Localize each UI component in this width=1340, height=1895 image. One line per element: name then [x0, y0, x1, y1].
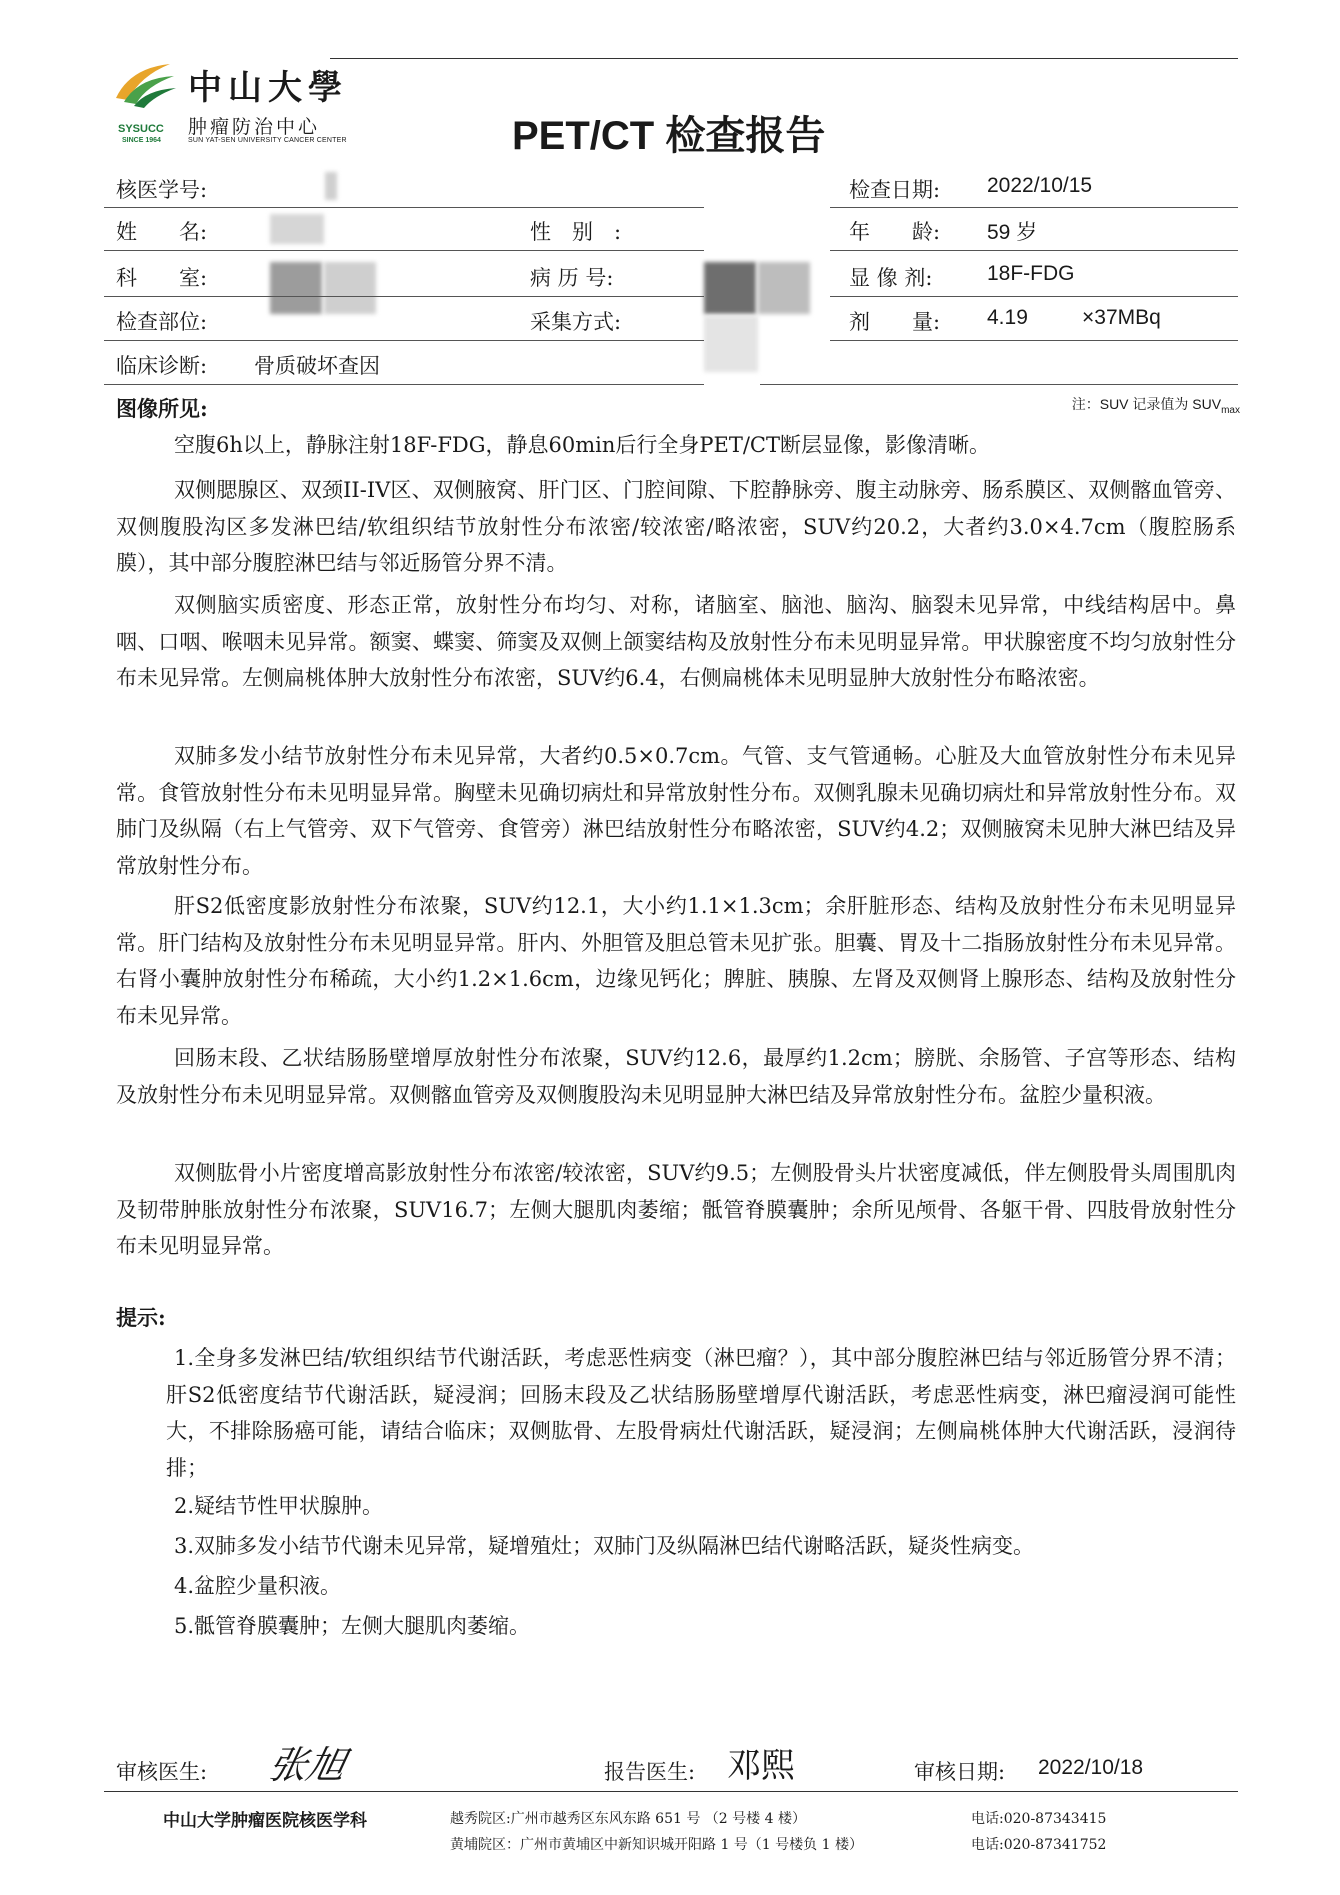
- logo-title: 中山大學: [188, 68, 348, 108]
- diagnosis-value: 骨质破坏查因: [254, 354, 380, 378]
- tracer-value: 18F-FDG: [987, 262, 1075, 285]
- findings-heading: 图像所见:: [116, 396, 208, 421]
- conclusion-item: 4.盆腔少量积液。: [174, 1574, 342, 1598]
- tracer-label: 显 像 剂:: [849, 266, 933, 290]
- review-date-value: 2022/10/18: [1038, 1756, 1144, 1779]
- finding-paragraph: 回肠末段、乙状结肠肠壁增厚放射性分布浓聚，SUV约12.6，最厚约1.2cm；膀胱、余肠管、子宫等形态、结构及放射性分布未见明显异常。双侧髂血管旁及双侧腹股沟未见明显肿大淋巴结及异常放射性分布。盆腔少量积液。: [116, 1046, 1236, 1107]
- conclusion-item: 3.双肺多发小结节代谢未见异常，疑增殖灶；双肺门及纵隔淋巴结代谢略活跃，疑炎性病变。: [174, 1534, 1035, 1558]
- nuclear-id-label: 核医学号:: [116, 178, 208, 202]
- age-value: 59 岁: [987, 221, 1038, 244]
- row-rule-1b: [830, 207, 1238, 208]
- logo-english: SUN YAT-SEN UNIVERSITY CANCER CENTER: [188, 137, 347, 144]
- footer-address-1: 越秀院区:广州市越秀区东风东路 651 号 （2 号楼 4 楼）: [450, 1811, 806, 1827]
- row-rule-5b: [760, 384, 1238, 385]
- dose-value: 4.19: [987, 306, 1028, 329]
- reporter-signature: 邓熙: [727, 1746, 795, 1786]
- footer-address-2: 黄埔院区：广州市黄埔区中新知识城开阳路 1 号（1 号楼负 1 楼）: [450, 1837, 863, 1853]
- finding-paragraph: 双侧脑实质密度、形态正常，放射性分布均匀、对称，诸脑室、脑池、脑沟、脑裂未见异常，中线结构居中。鼻咽、口咽、喉咽未见异常。额窦、蝶窦、筛窦及双侧上颌窦结构及放射性分布未见明显异常。甲状腺密度不均匀放射性分布未见异常。左侧扁桃体肿大放射性分布浓密，SUV约6.4，右侧扁桃体未见明显肿大放射性分布略浓密。: [116, 593, 1236, 690]
- sex-label: 性 别 :: [530, 220, 622, 244]
- finding-paragraph: 空腹6h以上，静脉注射18F-FDG，静息60min后行全身PET/CT断层显像，影像清晰。: [174, 433, 991, 457]
- footer-rule: [104, 1791, 1238, 1792]
- reporter-label: 报告医生:: [604, 1760, 696, 1784]
- record-redacted-b: [758, 262, 810, 314]
- logo-since: SINCE 1964: [122, 137, 161, 144]
- record-redacted-a: [704, 262, 756, 314]
- dose-label: 剂 量:: [849, 310, 941, 334]
- conclusion-item: 1.全身多发淋巴结/软组织结节代谢活跃，考虑恶性病变（淋巴瘤？），其中部分腹腔淋巴结与邻近肠管分界不清；肝S2低密度结节代谢活跃，疑浸润；回肠末段及乙状结肠肠壁增厚代谢活跃，考虑恶性病变，淋巴瘤浸润可能性大，不排除肠癌可能，请结合临床；双侧肱骨、左股骨病灶代谢活跃，疑浸润；左侧扁桃体肿大代谢活跃，浸润待排；: [166, 1346, 1236, 1480]
- row-rule-1a: [104, 207, 704, 208]
- dept-redacted-a: [270, 262, 322, 314]
- footer-phone-2: 电话:020-87341752: [971, 1837, 1107, 1853]
- collect-label: 采集方式:: [530, 310, 622, 334]
- diagnosis-label: 临床诊断:: [116, 354, 208, 378]
- row-rule-3a: [104, 296, 704, 297]
- conclusion-item: 5.骶管脊膜囊肿；左侧大腿肌肉萎缩。: [174, 1614, 531, 1638]
- site-label: 检查部位:: [116, 310, 208, 334]
- logo-abbr: SYSUCC: [118, 123, 164, 135]
- dept-redacted-b: [324, 262, 376, 314]
- suv-note: 注：SUV 记录值为 $SUV_{max}$: [1071, 396, 1240, 416]
- review-date-label: 审核日期:: [914, 1760, 1006, 1784]
- row-rule-2b: [830, 250, 1238, 251]
- exam-date-label: 检查日期:: [849, 178, 941, 202]
- row-rule-3b: [830, 296, 1238, 297]
- row-rule-2a: [104, 250, 704, 251]
- collect-redacted: [704, 316, 758, 372]
- row-rule-4a: [104, 340, 704, 341]
- reviewer-signature: 张旭: [264, 1743, 350, 1787]
- dose-unit: ×37MBq: [1082, 306, 1161, 329]
- conclusion-item: 2.疑结节性甲状腺肿。: [174, 1494, 384, 1518]
- dept-label: 科 室:: [116, 266, 208, 290]
- logo-icon: [110, 58, 178, 110]
- nuclear-id-redacted: [325, 172, 337, 200]
- name-label: 姓 名:: [116, 220, 208, 244]
- finding-paragraph: 肝S2低密度影放射性分布浓聚，SUV约12.1，大小约1.1×1.3cm；余肝脏形态、结构及放射性分布未见明显异常。肝门结构及放射性分布未见明显异常。肝内、外胆管及胆总管未见扩张。胆囊、胃及十二指肠放射性分布未见异常。右肾小囊肿放射性分布稀疏，大小约1.2×1.6cm，边缘见钙化；脾脏、胰腺、左肾及双侧肾上腺形态、结构及放射性分布未见异常。: [116, 894, 1236, 1028]
- row-rule-4b: [830, 340, 1238, 341]
- conclusion-heading: 提示:: [116, 1305, 166, 1330]
- record-label: 病 历 号:: [530, 266, 614, 290]
- footer-phone-1: 电话:020-87343415: [971, 1811, 1107, 1827]
- age-label: 年 龄:: [849, 220, 941, 244]
- footer-org: 中山大学肿瘤医院核医学科: [163, 1811, 367, 1831]
- exam-date-value: 2022/10/15: [987, 174, 1093, 197]
- finding-paragraph: 双侧肱骨小片密度增高影放射性分布浓密/较浓密，SUV约9.5；左侧股骨头片状密度减低，伴左侧股骨头周围肌肉及韧带肿胀放射性分布浓聚，SUV16.7；左侧大腿肌肉萎缩；骶管脊膜囊肿；余所见颅骨、各躯干骨、四肢骨放射性分布未见明显异常。: [116, 1161, 1236, 1258]
- reviewer-label: 审核医生:: [116, 1760, 208, 1784]
- name-redacted: [270, 214, 324, 244]
- logo-subtitle: 肿瘤防治中心: [188, 116, 321, 138]
- finding-paragraph: 双侧腮腺区、双颈II-IV区、双侧腋窝、肝门区、门腔间隙、下腔静脉旁、腹主动脉旁、肠系膜区、双侧髂血管旁、双侧腹股沟区多发淋巴结/软组织结节放射性分布浓密/较浓密/略浓密，SUV约20.2，大者约3.0×4.7cm（腹腔肠系膜），其中部分腹腔淋巴结与邻近肠管分界不清。: [116, 478, 1236, 575]
- report-title: PET/CT 检查报告: [512, 114, 826, 158]
- header-top-rule: [330, 58, 1238, 59]
- row-rule-5a: [104, 384, 704, 385]
- finding-paragraph: 双肺多发小结节放射性分布未见异常，大者约0.5×0.7cm。气管、支气管通畅。心脏及大血管放射性分布未见异常。食管放射性分布未见明显异常。胸壁未见确切病灶和异常放射性分布。双侧乳腺未见确切病灶和异常放射性分布。双肺门及纵隔（右上气管旁、双下气管旁、食管旁）淋巴结放射性分布略浓密，SUV约4.2；双侧腋窝未见肿大淋巴结及异常放射性分布。: [116, 744, 1236, 878]
